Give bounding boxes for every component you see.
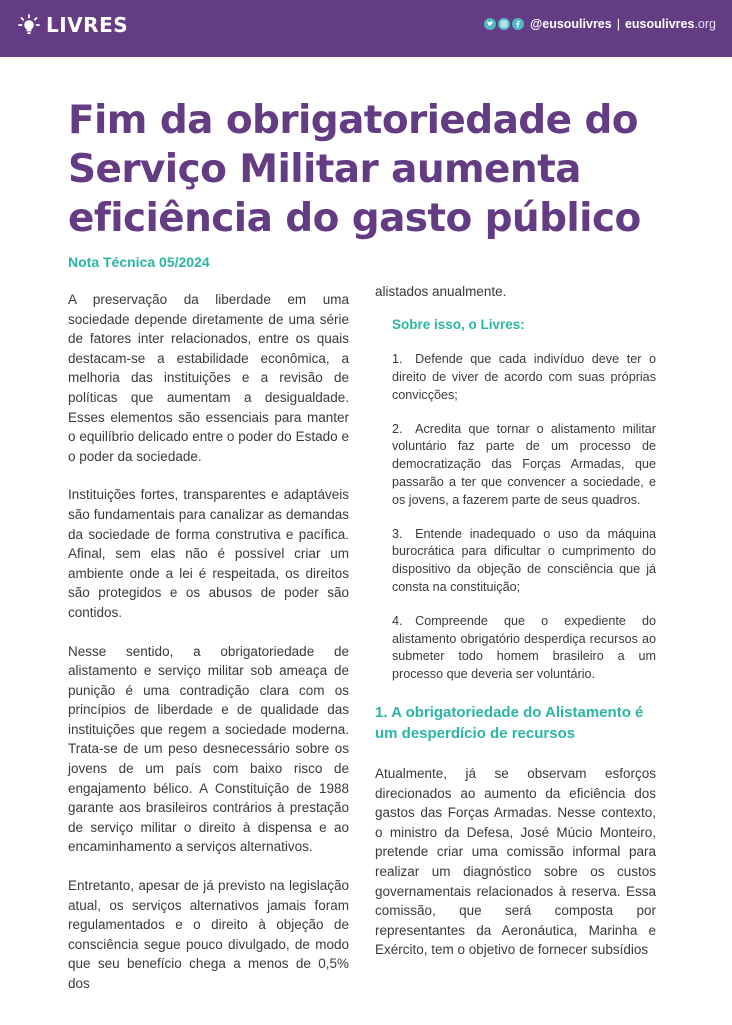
brand-logo[interactable]	[18, 13, 128, 37]
document-title: Fim da obrigatoriedade do Serviço Militar aumenta eficiência do gasto público	[68, 98, 641, 241]
header-bar	[0, 0, 732, 57]
list-item: 2. Acredita que tornar o alistamento militar voluntário faz parte de um processo de democratização das Forças Armadas, que passarão a ter que convencer a sociedade, e os jovens, a fazerem parte de seus quadros.	[392, 421, 656, 507]
list-item: 4. Compreende que o expediente do alistamento obrigatório desperdiça recursos ao submeter todo homem brasileiro a um processo que deveria ser voluntário.	[392, 613, 656, 682]
right-column	[375, 282, 656, 960]
brand-name: LIVRES	[46, 13, 129, 37]
lightbulb-icon	[18, 14, 40, 36]
social-handle[interactable]: @eusoulivres	[530, 17, 612, 31]
site-ext: .org	[694, 17, 716, 31]
document-subtitle: Nota Técnica 05/2024	[68, 254, 210, 270]
body-paragraph: Entretanto, apesar de já previsto na legislação atual, os serviços alternativos jamais foram regulamentados e o direito à objeção de consciência segue pouco divulgado, de modo que seu benefício chega a menos de 0,5% dos	[68, 878, 349, 991]
facebook-icon[interactable]	[512, 18, 524, 30]
section-heading: 1. A obrigatoriedade do Alistamento é um desperdício de recursos	[375, 703, 644, 742]
social-links	[484, 17, 716, 31]
twitter-icon[interactable]	[484, 18, 496, 30]
website-link[interactable]	[625, 17, 716, 31]
continued-paragraph: alistados anualmente.	[375, 284, 507, 299]
body-paragraph: A preservação da liberdade em uma sociedade depende diretamente de uma série de fatores inter relacionados, entre os quais destacam-se a estabilidade econômica, a melhoria das instituições e a revisão de políticas que aumentam a desigualdade. Esses elementos são essenciais para manter o equilíbrio delicado entre o poder do Estado e o poder da sociedade.	[68, 292, 349, 464]
header-separator: |	[616, 17, 620, 31]
section-label: Sobre isso, o Livres:	[392, 316, 525, 332]
site-name: eusoulivres	[624, 17, 695, 31]
body-paragraph: Atualmente, já se observam esforços direcionados ao aumento da eficiência dos gastos das Forças Armadas. Nesse contexto, o ministro da Defesa, José Múcio Monteiro, pretende criar uma comissão informal para realizar um diagnóstico sobre os custos governamentais relacionados à reserva. Essa comissão, que será composta por representantes da Aeronáutica, Marinha e Exército, tem o objetivo de fornecer subsídios	[375, 765, 656, 958]
body-paragraph: Instituições fortes, transparentes e adaptáveis são fundamentais para canalizar as demandas da sociedade de forma construtiva e pacífica. Afinal, sem elas não é possível criar um ambiente onde a lei é respeitada, os direitos são protegidos e os abusos de poder são contidos.	[68, 487, 349, 620]
body-paragraph: Nesse sentido, a obrigatoriedade de alistamento e serviço militar sob ameaça de punição é uma contradição clara com os princípios de liberdade e de qualidade das instituições que regem a sociedade moderna. Trata-se de um peso desnecessário sobre os jovens de um país com baixo risco de engajamento bélico. A Constituição de 1988 garante aos brasileiros contrários à prestação de serviço militar o direito à dispensa e ao encaminhamento a serviços alternativos.	[68, 643, 349, 855]
instagram-icon[interactable]	[498, 18, 510, 30]
list-item: 3. Entende inadequado o uso da máquina burocrática para dificultar o cumprimento do dispositivo da objeção de consciência que já consta na constituição;	[392, 526, 656, 594]
list-item: 1. Defende que cada indivíduo deve ter o direito de viver de acordo com suas próprias convicções;	[392, 352, 656, 402]
left-column	[68, 290, 349, 1013]
